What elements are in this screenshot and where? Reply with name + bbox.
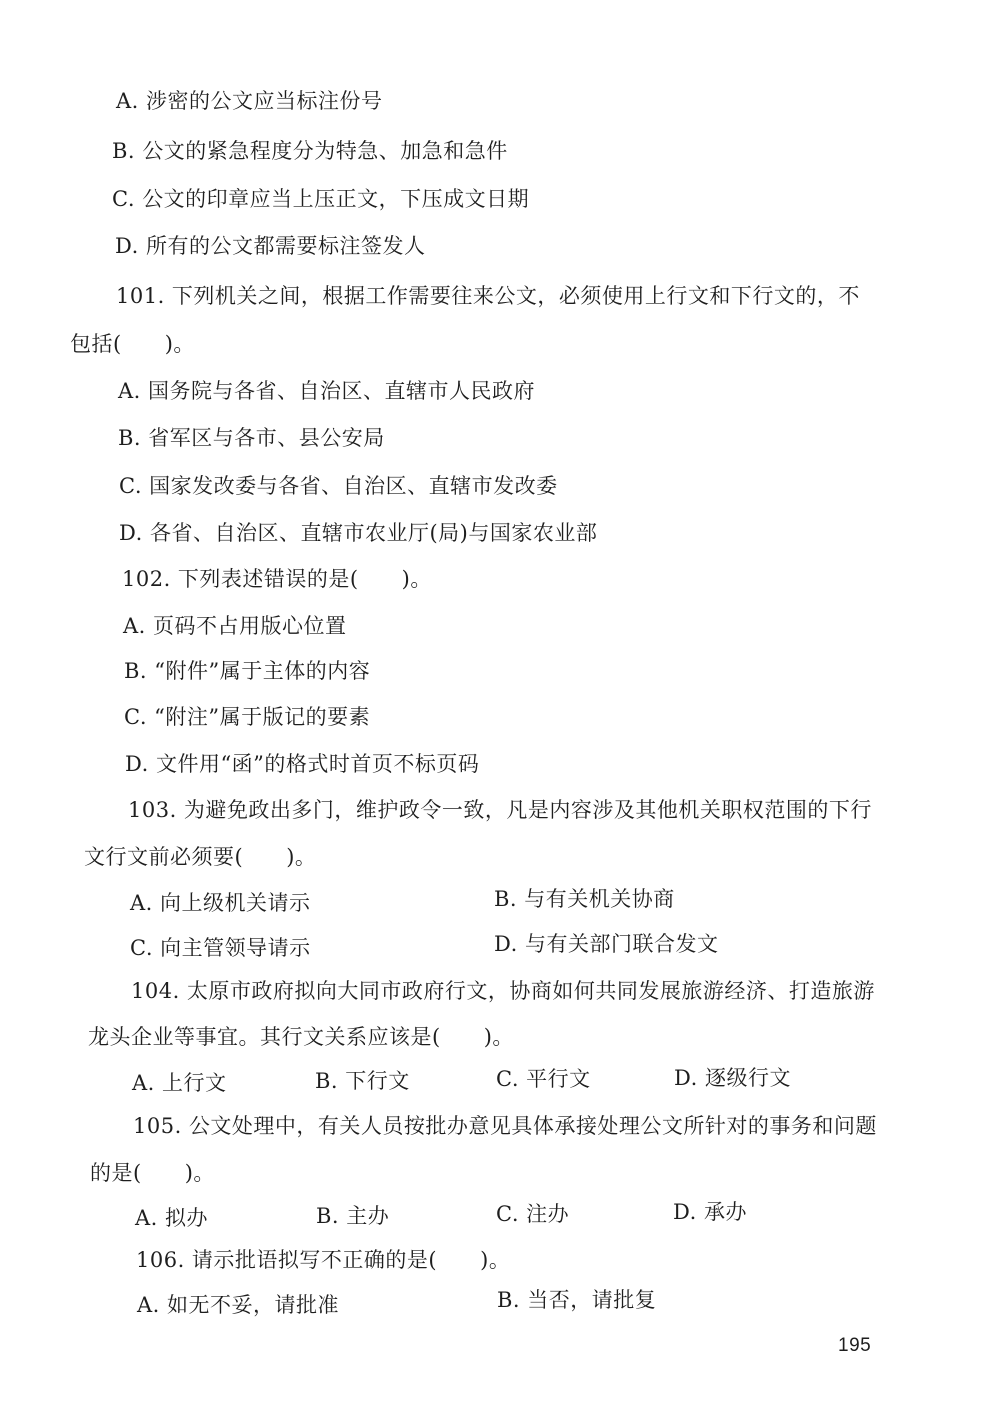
q104-option-b: B. 下行文	[315, 1069, 410, 1093]
q105-option-c: C. 注办	[496, 1202, 570, 1226]
q101-stem-line1: 101. 下列机关之间，根据工作需要往来公文，必须使用上行文和下行文的，不	[116, 284, 860, 308]
page-number: 195	[838, 1335, 872, 1356]
q105-stem-line2: 的是( )。	[90, 1161, 215, 1185]
q105-option-d: D. 承办	[673, 1200, 747, 1224]
q105-option-a: A. 拟办	[135, 1206, 209, 1230]
q102-option-c: C. “附注”属于版记的要素	[124, 705, 371, 729]
q101-option-b: B. 省军区与各市、县公安局	[118, 426, 385, 450]
q104-stem-line1: 104. 太原市政府拟向大同市政府行文，协商如何共同发展旅游经济、打造旅游	[131, 979, 875, 1003]
q101-option-c: C. 国家发改委与各省、自治区、直辖市发改委	[119, 474, 558, 498]
q104-stem-line2: 龙头企业等事宜。其行文关系应该是( )。	[88, 1025, 514, 1049]
q105-stem-line1: 105. 公文处理中，有关人员按批办意见具体承接处理公文所针对的事务和问题	[133, 1114, 877, 1138]
q103-option-a: A. 向上级机关请示	[130, 891, 311, 915]
q106-stem: 106. 请示批语拟写不正确的是( )。	[136, 1248, 511, 1272]
q104-option-a: A. 上行文	[132, 1071, 227, 1095]
q103-option-c: C. 向主管领导请示	[130, 936, 311, 960]
prev-option-b: B. 公文的紧急程度分为特急、加急和急件	[112, 139, 508, 163]
prev-option-c: C. 公文的印章应当上压正文，下压成文日期	[112, 187, 530, 211]
q104-option-c: C. 平行文	[496, 1067, 591, 1091]
q101-stem-line2: 包括( )。	[70, 332, 195, 356]
q103-option-b: B. 与有关机关协商	[494, 887, 675, 911]
q102-option-d: D. 文件用“函”的格式时首页不标页码	[125, 752, 480, 776]
q104-option-d: D. 逐级行文	[674, 1066, 791, 1090]
prev-option-a: A. 涉密的公文应当标注份号	[116, 89, 383, 113]
prev-option-d: D. 所有的公文都需要标注签发人	[115, 234, 426, 258]
q103-stem-line2: 文行文前必须要( )。	[84, 845, 317, 869]
q102-option-b: B. “附件”属于主体的内容	[124, 659, 371, 683]
q106-option-a: A. 如无不妥，请批准	[137, 1293, 340, 1317]
q101-option-a: A. 国务院与各省、自治区、直辖市人民政府	[118, 379, 536, 403]
q101-option-d: D. 各省、自治区、直辖市农业厅(局)与国家农业部	[119, 521, 598, 545]
q103-option-d: D. 与有关部门联合发文	[494, 932, 719, 956]
q103-stem-line1: 103. 为避免政出多门，维护政令一致，凡是内容涉及其他机关职权范围的下行	[128, 798, 872, 822]
q102-stem: 102. 下列表述错误的是( )。	[122, 567, 432, 591]
q106-option-b: B. 当否，请批复	[497, 1288, 657, 1312]
q102-option-a: A. 页码不占用版心位置	[123, 614, 347, 638]
q105-option-b: B. 主办	[316, 1204, 390, 1228]
